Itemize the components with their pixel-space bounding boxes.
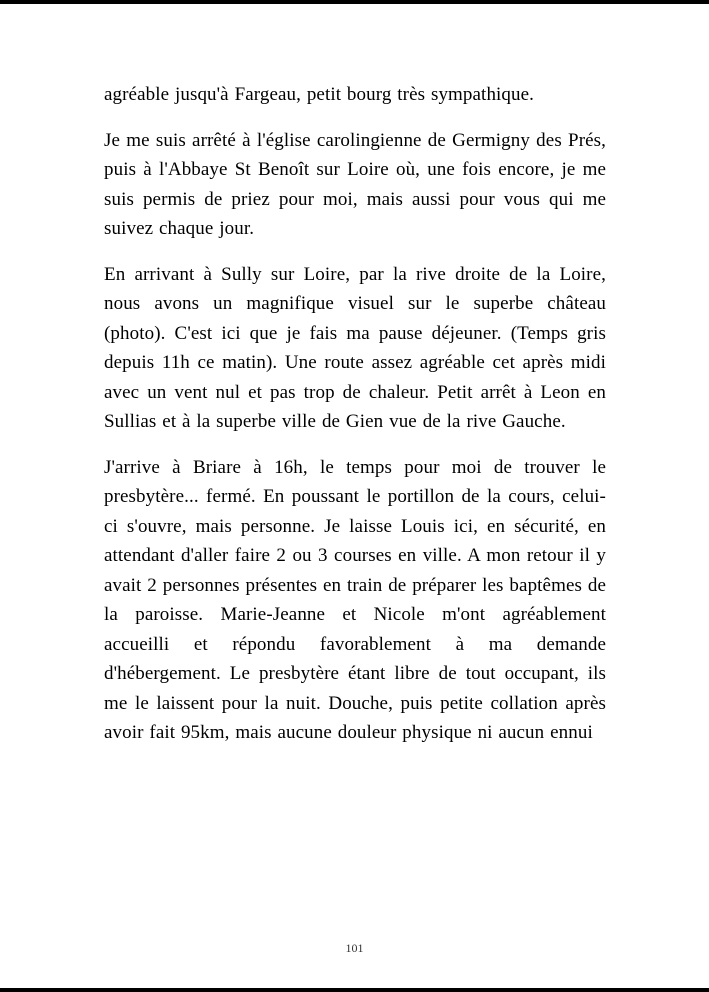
page-edge-top (0, 0, 709, 4)
document-page (104, 80, 606, 764)
page-edge-bottom (0, 988, 709, 992)
paragraph: J'arrive à Briare à 16h, le temps pour moi de trouver le presbytère... fermé. En poussant le portillon de la cours, celui-ci s'ouvre, mais personne. Je laisse Louis ici, en sécurité, en attendant d'aller faire 2 ou 3 courses en ville. A mon retour il y avait 2 personnes présentes en train de préparer les baptêmes de la paroisse. Marie-Jeanne et Nicole m'ont agréablement accueilli et répondu favorablement à ma demande d'hébergement. Le presbytère étant libre de tout occupant, ils me le laissent pour la nuit. Douche, puis petite collation après avoir fait 95km, mais aucune douleur physique ni aucun ennui (104, 456, 606, 743)
paragraph: agréable jusqu'à Fargeau, petit bourg très sympathique. (104, 84, 535, 105)
paragraph: En arrivant à Sully sur Loire, par la rive droite de la Loire, nous avons un magnifique visuel sur le superbe château (photo). C'est ici que je fais ma pause déjeuner. (Temps gris depuis 11h ce matin). Une route assez agréable cet après midi avec un vent nul et pas trop de chaleur. Petit arrêt à Leon en Sullias et à la superbe ville de Gien vue de la rive Gauche. (104, 263, 606, 432)
page-number: 101 (345, 941, 364, 955)
paragraph: Je me suis arrêté à l'église carolingienne de Germigny des Prés, puis à l'Abbaye St Benoît sur Loire où, une fois encore, je me suis permis de priez pour moi, mais aussi pour vous qui me suivez chaque jour. (104, 129, 606, 239)
